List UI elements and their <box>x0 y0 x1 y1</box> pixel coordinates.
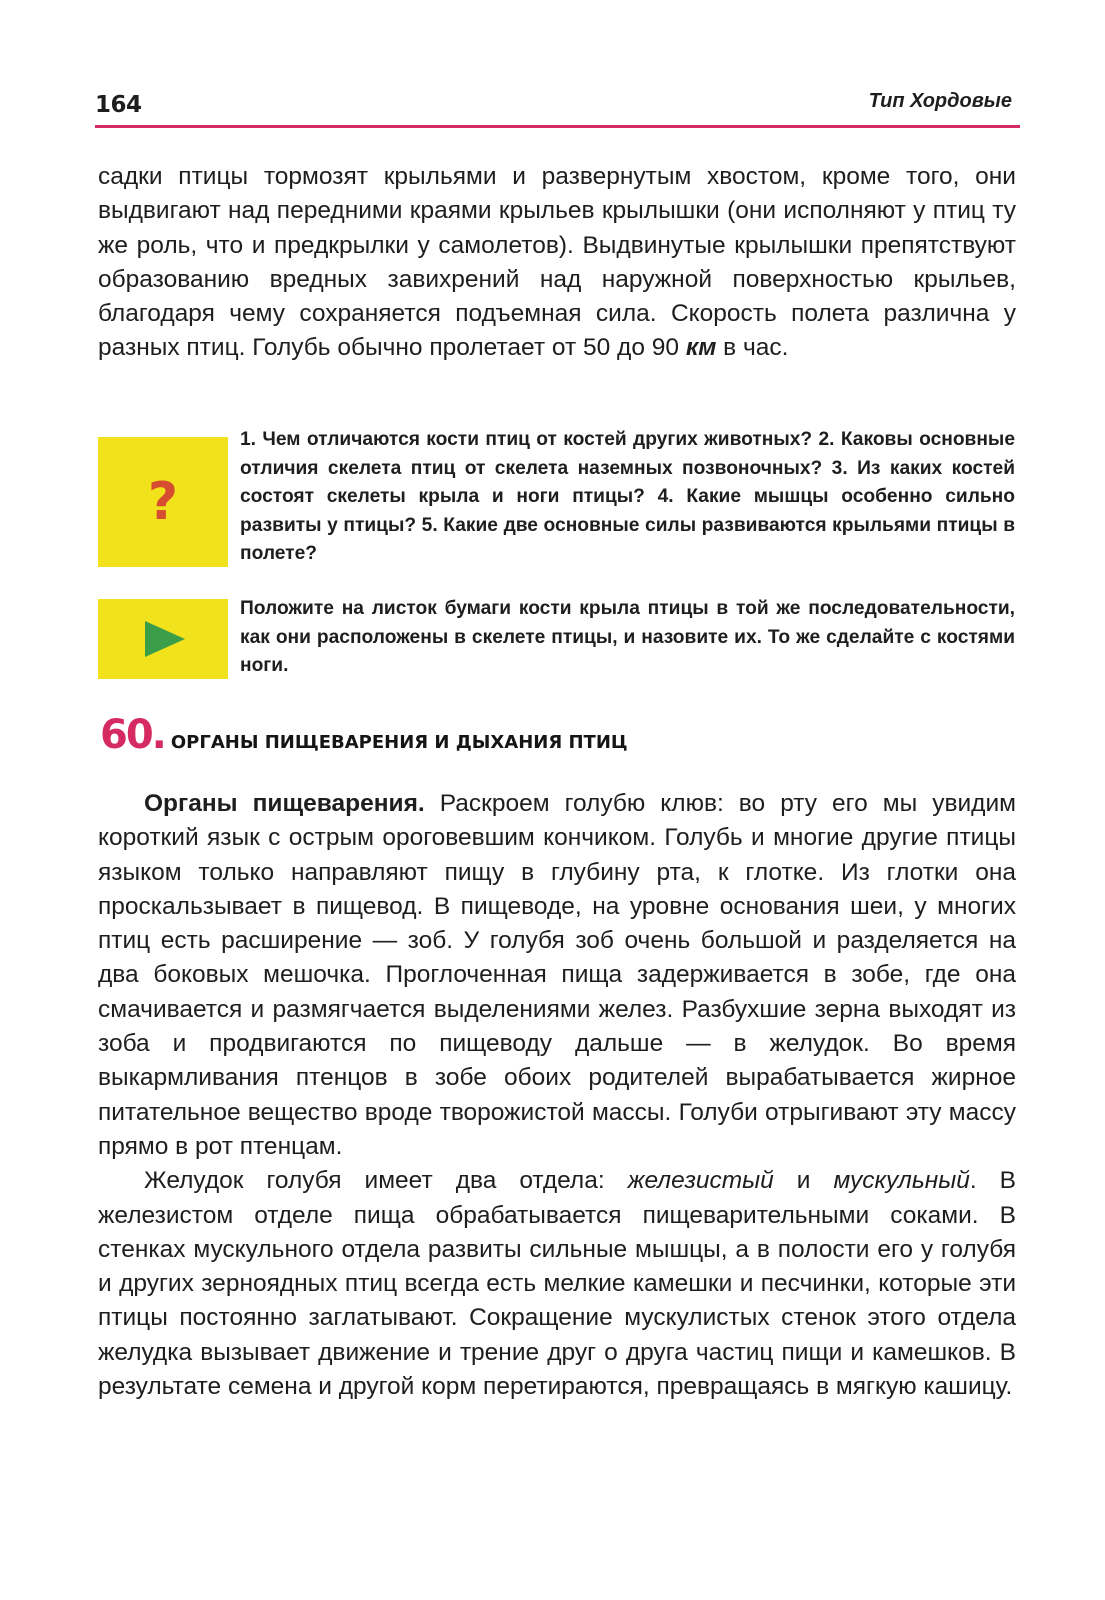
paragraph-stomach <box>98 1164 1016 1404</box>
question-mark-icon: ? <box>147 472 179 532</box>
section-title: ОРГАНЫ ПИЩЕВАРЕНИЯ И ДЫХАНИЯ ПТИЦ <box>170 732 628 753</box>
section-body <box>98 787 1016 1404</box>
paragraph-text: и <box>773 1167 834 1195</box>
running-title: Тип Хордовые <box>868 90 1012 112</box>
practical-task: Положите на листок бумаги кости крыла птицы в той же последовательности, как они расположены в скелете птицы, и назовите их. То же сделайте с костями ноги. <box>240 598 1015 676</box>
questions-badge <box>98 437 228 567</box>
paragraph-text: Раскроем голубю клюв: во рту его мы увидим короткий язык с острым ороговевшим кончиком. Голубь и многие другие птицы языком только направляют пищу в глубину рта, к глотке. Из глотки она проскальзывает в пищевод. В пищеводе, на уровне основания шеи, у многих птиц есть расширение — зоб. У голубя зоб очень большой и разделяется на два боковых мешочка. Проглоченная пища задерживается в зобе, где она смачивается и размягчается выделениями желез. Разбухшие зерна выходят из зоба и продвигаются по пищеводу дальше — в желудок. Во время выкармливания птенцов в зобе обоих родителей вырабатывается жирное питательное вещество вроде творожистой массы. Голуби отрыгивают эту массу прямо в рот птенцам. <box>98 790 1016 1160</box>
paragraph-heading: Органы пищеварения. <box>144 790 425 817</box>
intro-text: садки птицы тормозят крыльями и развернутым хвостом, кроме того, они выдвигают над передними краями крыльев крылышки (они исполняют у птиц ту же роль, что и предкрылки у самолетов). Выдвинутые крылышки препятствуют образованию вредных завихрений над наружной поверхностью крыльев, благодаря чему сохраняется подъемная сила. Скорость полета различна у разных птиц. Голубь обычно пролетает от 50 до 90 <box>98 163 1016 362</box>
term-glandular: железистый <box>627 1167 774 1195</box>
review-questions: 1. Чем отличаются кости птиц от костей других животных? 2. Каковы основные отличия скелета птиц от скелета наземных позвоночных? 3. Из каких костей состоят скелеты крыла и ноги птицы? 4. Какие мышцы особенно сильно развиты у птицы? 5. Какие две основные силы развиваются крыльями птицы в полете? <box>240 429 1015 564</box>
intro-text-end: в час. <box>716 334 789 362</box>
paragraph-digestion <box>98 787 1016 1164</box>
term-muscular: мускульный <box>833 1167 970 1195</box>
page-header <box>95 80 1020 128</box>
section-heading <box>100 712 628 758</box>
play-arrow-icon <box>145 621 185 657</box>
section-number: 60. <box>100 712 165 758</box>
page-number: 164 <box>95 92 142 118</box>
task-badge <box>98 599 228 679</box>
unit-km: км <box>685 334 717 362</box>
paragraph-text: Желудок голубя имеет два отдела: <box>144 1167 628 1195</box>
intro-paragraph <box>98 160 1016 366</box>
paragraph-text: . В железистом отделе пища обрабатывается пищеварительными соками. В стенках мускульного отдела развиты сильные мышцы, а в полости его у голубя и других зерноядных птиц всегда есть мелкие камешки и песчинки, которые эти птицы постоянно заглатывают. Сокращение мускулистых стенок этого отдела желудка вызывает движение и трение друг о друга частиц пищи и камешков. В результате семена и другой корм перетираются, превращаясь в мягкую кашицу. <box>98 1167 1016 1401</box>
